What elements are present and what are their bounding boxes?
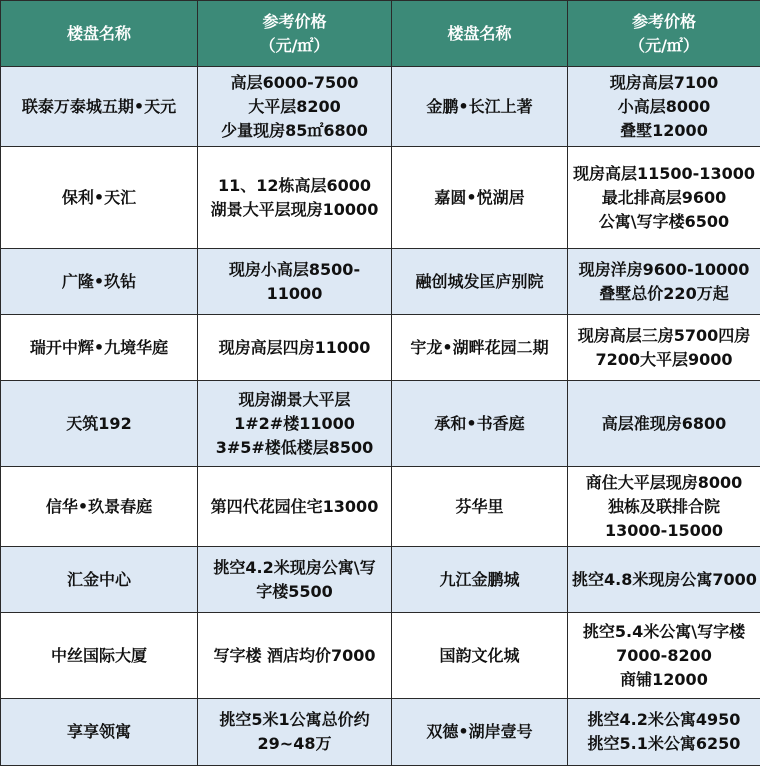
price-cell	[568, 547, 760, 613]
price-line: 少量现房85㎡6800	[202, 119, 387, 143]
price-cell	[198, 699, 392, 766]
price-line: 现房洋房9600-10000	[572, 258, 756, 282]
project-name-cell: 承和•书香庭	[392, 381, 568, 467]
project-name-cell: 保利•天汇	[1, 147, 198, 249]
price-line: 现房高层11500-13000	[572, 162, 756, 186]
price-line: 第四代花园住宅13000	[202, 495, 387, 519]
table-row	[1, 381, 760, 467]
project-name-cell: 融创城发匡庐别院	[392, 249, 568, 315]
price-line: 独栋及联排合院	[572, 495, 756, 519]
price-cell	[198, 613, 392, 699]
project-name-cell: 天筑192	[1, 381, 198, 467]
table-row	[1, 67, 760, 147]
price-line: 写字楼 酒店均价7000	[202, 644, 387, 668]
header-project-name-2: 楼盘名称	[392, 1, 568, 67]
price-line: 11、12栋高层6000	[202, 174, 387, 198]
project-name-cell: 金鹏•长江上著	[392, 67, 568, 147]
table-row	[1, 249, 760, 315]
price-line: 商住大平层现房8000	[572, 471, 756, 495]
price-line: 最北排高层9600	[572, 186, 756, 210]
price-line: 挑空5.4米公寓\写字楼	[572, 620, 756, 644]
header-reference-price-1	[198, 1, 392, 67]
price-line: 叠墅12000	[572, 119, 756, 143]
price-line: 小高层8000	[572, 95, 756, 119]
price-line: 高层6000-7500	[202, 71, 387, 95]
price-line: 挑空4.2米现房公寓\写	[202, 556, 387, 580]
price-line: 1#2#楼11000	[202, 412, 387, 436]
table-row	[1, 547, 760, 613]
header-price-unit: （元/㎡）	[572, 34, 756, 58]
price-line: 7200大平层9000	[572, 348, 756, 372]
price-line: 挑空4.8米现房公寓7000	[572, 568, 756, 592]
price-cell	[198, 249, 392, 315]
price-line: 现房湖景大平层	[202, 388, 387, 412]
table-row	[1, 613, 760, 699]
project-name-cell: 汇金中心	[1, 547, 198, 613]
project-name-cell: 嘉圆•悦湖居	[392, 147, 568, 249]
price-cell	[568, 699, 760, 766]
price-cell	[198, 381, 392, 467]
price-line: 29~48万	[202, 732, 387, 756]
price-line: 字楼5500	[202, 580, 387, 604]
price-line: 3#5#楼低楼层8500	[202, 436, 387, 460]
price-line: 挑空5米1公寓总价约	[202, 708, 387, 732]
project-name-cell: 九江金鹏城	[392, 547, 568, 613]
project-name-cell: 中丝国际大厦	[1, 613, 198, 699]
price-line: 挑空5.1米公寓6250	[572, 732, 756, 756]
price-cell	[198, 467, 392, 547]
table-row	[1, 147, 760, 249]
table-row	[1, 699, 760, 766]
price-cell	[568, 147, 760, 249]
price-line: 高层准现房6800	[572, 412, 756, 436]
price-cell	[198, 147, 392, 249]
header-price-label: 参考价格	[202, 10, 387, 34]
price-line: 公寓\写字楼6500	[572, 210, 756, 234]
project-name-cell: 联泰万泰城五期•天元	[1, 67, 198, 147]
project-name-cell: 宇龙•湖畔花园二期	[392, 315, 568, 381]
price-line: 商铺12000	[572, 668, 756, 692]
project-name-cell: 广隆•玖钻	[1, 249, 198, 315]
project-name-cell: 芬华里	[392, 467, 568, 547]
project-name-cell: 双德•湖岸壹号	[392, 699, 568, 766]
price-cell	[568, 467, 760, 547]
header-price-unit: （元/㎡）	[202, 34, 387, 58]
project-name-cell: 享享领寓	[1, 699, 198, 766]
price-line: 现房高层四房11000	[202, 336, 387, 360]
project-name-cell: 国韵文化城	[392, 613, 568, 699]
price-cell	[198, 547, 392, 613]
price-cell	[568, 315, 760, 381]
price-cell	[568, 249, 760, 315]
header-price-label: 参考价格	[572, 10, 756, 34]
price-line: 现房高层7100	[572, 71, 756, 95]
price-cell	[568, 381, 760, 467]
header-project-name-1: 楼盘名称	[1, 1, 198, 67]
price-line: 大平层8200	[202, 95, 387, 119]
price-line: 7000-8200	[572, 644, 756, 668]
price-line: 湖景大平层现房10000	[202, 198, 387, 222]
price-cell	[198, 67, 392, 147]
price-line: 挑空4.2米公寓4950	[572, 708, 756, 732]
price-line: 13000-15000	[572, 519, 756, 543]
header-reference-price-2	[568, 1, 760, 67]
price-cell	[568, 613, 760, 699]
project-name-cell: 瑞开中辉•九境华庭	[1, 315, 198, 381]
price-line: 11000	[202, 282, 387, 306]
price-line: 现房小高层8500-	[202, 258, 387, 282]
project-name-cell: 信华•玖景春庭	[1, 467, 198, 547]
table-header-row	[1, 1, 760, 67]
price-line: 现房高层三房5700四房	[572, 324, 756, 348]
table-row	[1, 315, 760, 381]
price-line: 叠墅总价220万起	[572, 282, 756, 306]
table-row	[1, 467, 760, 547]
price-cell	[198, 315, 392, 381]
price-cell	[568, 67, 760, 147]
